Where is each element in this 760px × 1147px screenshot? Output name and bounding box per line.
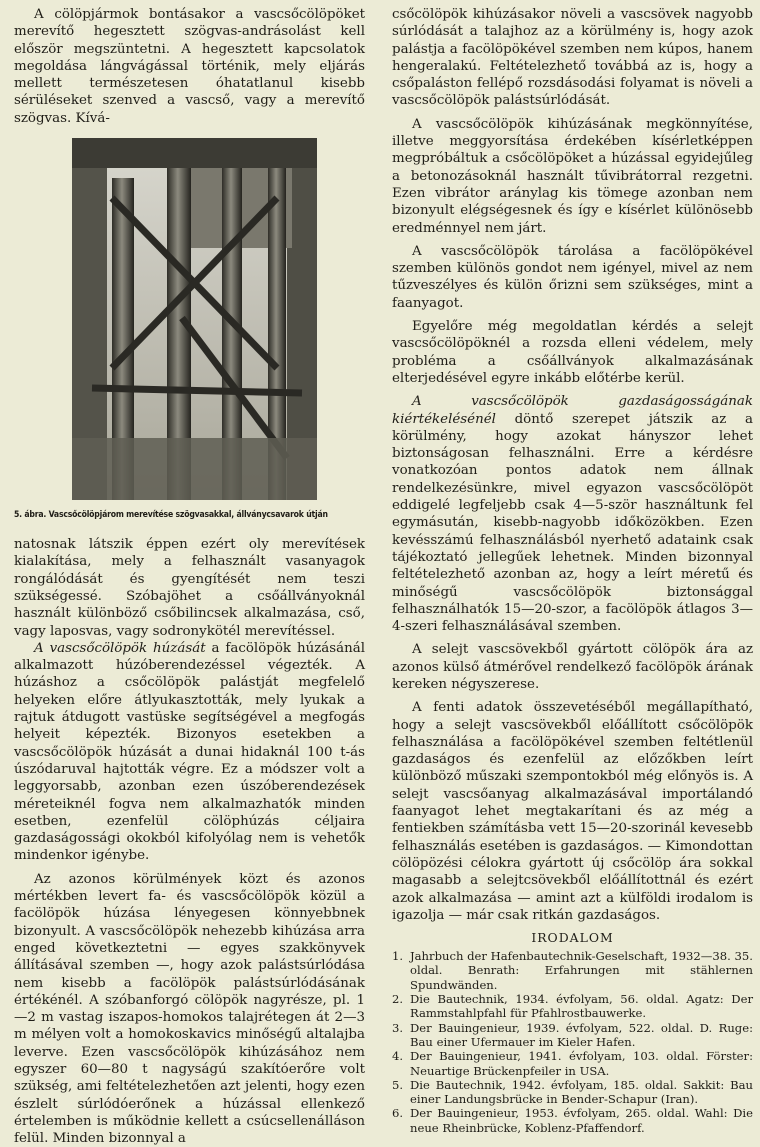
right-column (392, 6, 753, 1135)
right-paragraph-5 (392, 393, 753, 635)
right-paragraph-3: A vascsőcölöpök tárolása a facölöpökével szemben különös gondot nem igényel, mivel az nem tűzveszélyes és külön őrizni sem szükséges, mint a faanyagot. (392, 243, 753, 311)
reference-item: 6. Der Bauingenieur, 1953. évfolyam, 265. oldal. Wahl: Die neue Rheinbrücke, Koblenz-Pfaffendorf. (392, 1106, 753, 1135)
right-paragraph-2: A vascsőcölöpök kihúzásának megkönnyítése, illetve meggyorsítása érdekében kísérletképpen megpróbáltuk a csőcölöpöket a húzással egyidejűleg a betonozásoknál használt tűvibrátorral rezgetni. Ezen vibrátor aránylag kis tömege azonban nem bizonyult elégségesnek és így e kísérlet különösebb eredménnyel nem járt. (392, 116, 753, 236)
references-list (392, 949, 753, 1135)
right-paragraph-1: csőcölöpök kihúzásakor növeli a vascsövek nagyobb súrlódását a talajhoz az a körülmény is, hogy azok palástja a facölöpökével szemben nem kúpos, hanem hengeralakú. Feltételezhető továbbá az is, hogy a csőpaláston fellépő rozsdásodási folyamat is növeli a vascsőcölöpök palástsúrlódását. (392, 7, 753, 109)
left-paragraph-1-rest: natosnak látszik éppen ezért oly merevítések kialakítása, mely a felhasznált vasanyagok rongálódását és gyengítését nem teszi szükségessé. Szóbajöhet a csőállványoknál használt különböző csőbilincsek alkalmazása, cső, vagy laposvas, vagy sodronykötél merevítéssel. (14, 537, 365, 639)
left-paragraph-1-start: A cölöpjármok bontásakor a vascsőcölöpöket merevítő hegesztett szögvas-andrásolást kell először megszüntetni. A hegesztett kapcsolatok megoldása lángvágással történik, mely eljárás mellett természetesen óhatatlanul kisebb sérüléseket szenved a vascső, vagy a merevítő szögvas. Kívá- (14, 7, 365, 126)
left-paragraph-3: Az azonos körülmények közt és azonos mértékben levert fa- és vascsőcölöpök közül a facölöpök húzása lényegesen könnyebbnek bizonyult. A vascsőcölöpök nehezebb kihúzása arra enged következtetni — egyes szakkönyvek állításával szemben —, hogy azok palástsúrlódása nem kisebb a facölöpök palástsúrlódásának értékénél. A szóbanforgó cölöpök nagyrésze, pl. 1—2 m vastag iszapos-homokos talajrétegen át 2—3 m mélyen volt a homokoskavics minőségű altalajba leverve. Ezen vascsőcölöpök kihúzásához nem egyszer 60—80 t nagyságú szakítóerőre volt szükség, ami feltételezhetően azt jelenti, hogy ezen észlelt súrlódóerőnek a húzással ellenkező értelemben is működnie kellett a csúcsellenálláson felül. Minden bizonnyal a (14, 871, 365, 1147)
right-paragraph-6: A selejt vascsövekből gyártott cölöpök ára az azonos külső átmérővel rendelkező facölöpök árának kereken négyszerese. (392, 642, 753, 692)
right-paragraph-5-lead: A vascsőcölöpök gazdaságosságának kiértékelésénél (392, 394, 753, 427)
right-paragraph-5-body: döntő szerepet játszik az a körülmény, hogy azokat hányszor lehet biztonságosan felhasználni. Erre a kérdésre vonatkozóan pontos adatok nem állnak rendelkezésünkre, mivel egyazon vascsőcölöpöt eddigelé legfeljebb csak 4—5-ször használtunk fel egymásután, kisebb-nagyobb időközökben. Ezen kevésszámú felhasználásból nyerhető adataink csak tájékoztató jellegűek lehetnek. Minden bizonnyal feltételezhető azonban az, hogy a leírt méretű és minőségű vascsőcölöpök biztonsággal felhasználhatók 15—20-szor, a facölöpök átlagos 3—4-szeri felhasználásával szemben. (392, 411, 753, 635)
reference-item: 2. Die Bautechnik, 1934. évfolyam, 56. oldal. Agatz: Der Rammstahlpfahl für Pfahlrostbauwerke. (392, 992, 753, 1021)
left-paragraph-1-end (14, 536, 365, 640)
right-paragraph-7: A fenti adatok összevetéséből megállapítható, hogy a selejt vascsövekből előállított csőcölöpök felhasználása a facölöpökével szemben feltétlenül gazdaságos és ezenfelül az előzőkben leírt különböző műszaki szempontokból még előnyös is. A selejt vascsőanyag alkalmazásával importálandó faanyagot lehet megtakarítani és az még a fentiekben számításba vett 15—20-szorinál kevesebb felhasználás esetében is gazdaságos. — Kimondottan cölöpözési célokra gyártott új csőcölöp ára sokkal magasabb a selejtcsövekből előállítottnál és ezért azok alkalmazása — amint azt a külföldi irodalom is igazolja — már csak ritkán gazdaságos. (392, 700, 753, 923)
reference-item: 4. Der Bauingenieur, 1941. évfolyam, 103. oldal. Förster: Neuartige Brückenpfeiler in USA. (392, 1049, 753, 1078)
right-paragraph-4: Egyelőre még megoldatlan kérdés a selejt vascsőcölöpöknél a rozsda elleni védelem, mely probléma a csőállványok alkalmazásának elterjedésével egyre inkább előtérbe kerül. (392, 319, 753, 386)
references-title: IRODALOM (531, 930, 614, 946)
pile-frame-photo (72, 138, 317, 500)
left-paragraph-2-body: a facölöpök húzásánál alkalmazott húzóberendezéssel végezték. A húzáshoz a csőcölöpök palástját megfelelő helyeken előre átlyukasztották, mely lyukak a rajtuk átdugott vastüske segítségével a megfogás helyeit képezték. Bizonyos esetekben a vascsőcölöpök húzását a dunai hidaknál 100 t-ás úszódaruval hajtották végre. Ez a módszer volt a leggyorsabb, azonban ezen úszóberendezések méreteiknél fogva nem alkalmazhatók minden esetben, ezenfelül cölöphúzás céljaira gazdaságossági okokból kifolyólag nem is vehetők mindenkor igénybe. (14, 640, 365, 864)
left-paragraph-2-lead: A vascsőcölöpök húzását (34, 640, 206, 656)
left-column (14, 6, 365, 1147)
reference-item: 3. Der Bauingenieur, 1939. évfolyam, 522. oldal. D. Ruge: Bau einer Ufermauer im Kieler Hafen. (392, 1020, 753, 1049)
reference-item: 1. Jahrbuch der Hafenbautechnik-Geselschaft, 1932—38. 35. oldal. Benrath: Erfahrungen mit stählernen Spundwänden. (392, 949, 753, 992)
reference-item: 5. Die Bautechnik, 1942. évfolyam, 185. oldal. Sakkit: Bau einer Landungsbrücke in Bender-Schapur (Iran). (392, 1077, 753, 1107)
left-paragraph-1-top (14, 6, 365, 127)
figure-caption: 5. ábra. Vascsőcölöpjárom merevítése szögvasakkal, állványcsavarok útján (14, 510, 328, 521)
figure-photo (72, 138, 317, 500)
left-paragraph-2 (14, 640, 365, 865)
